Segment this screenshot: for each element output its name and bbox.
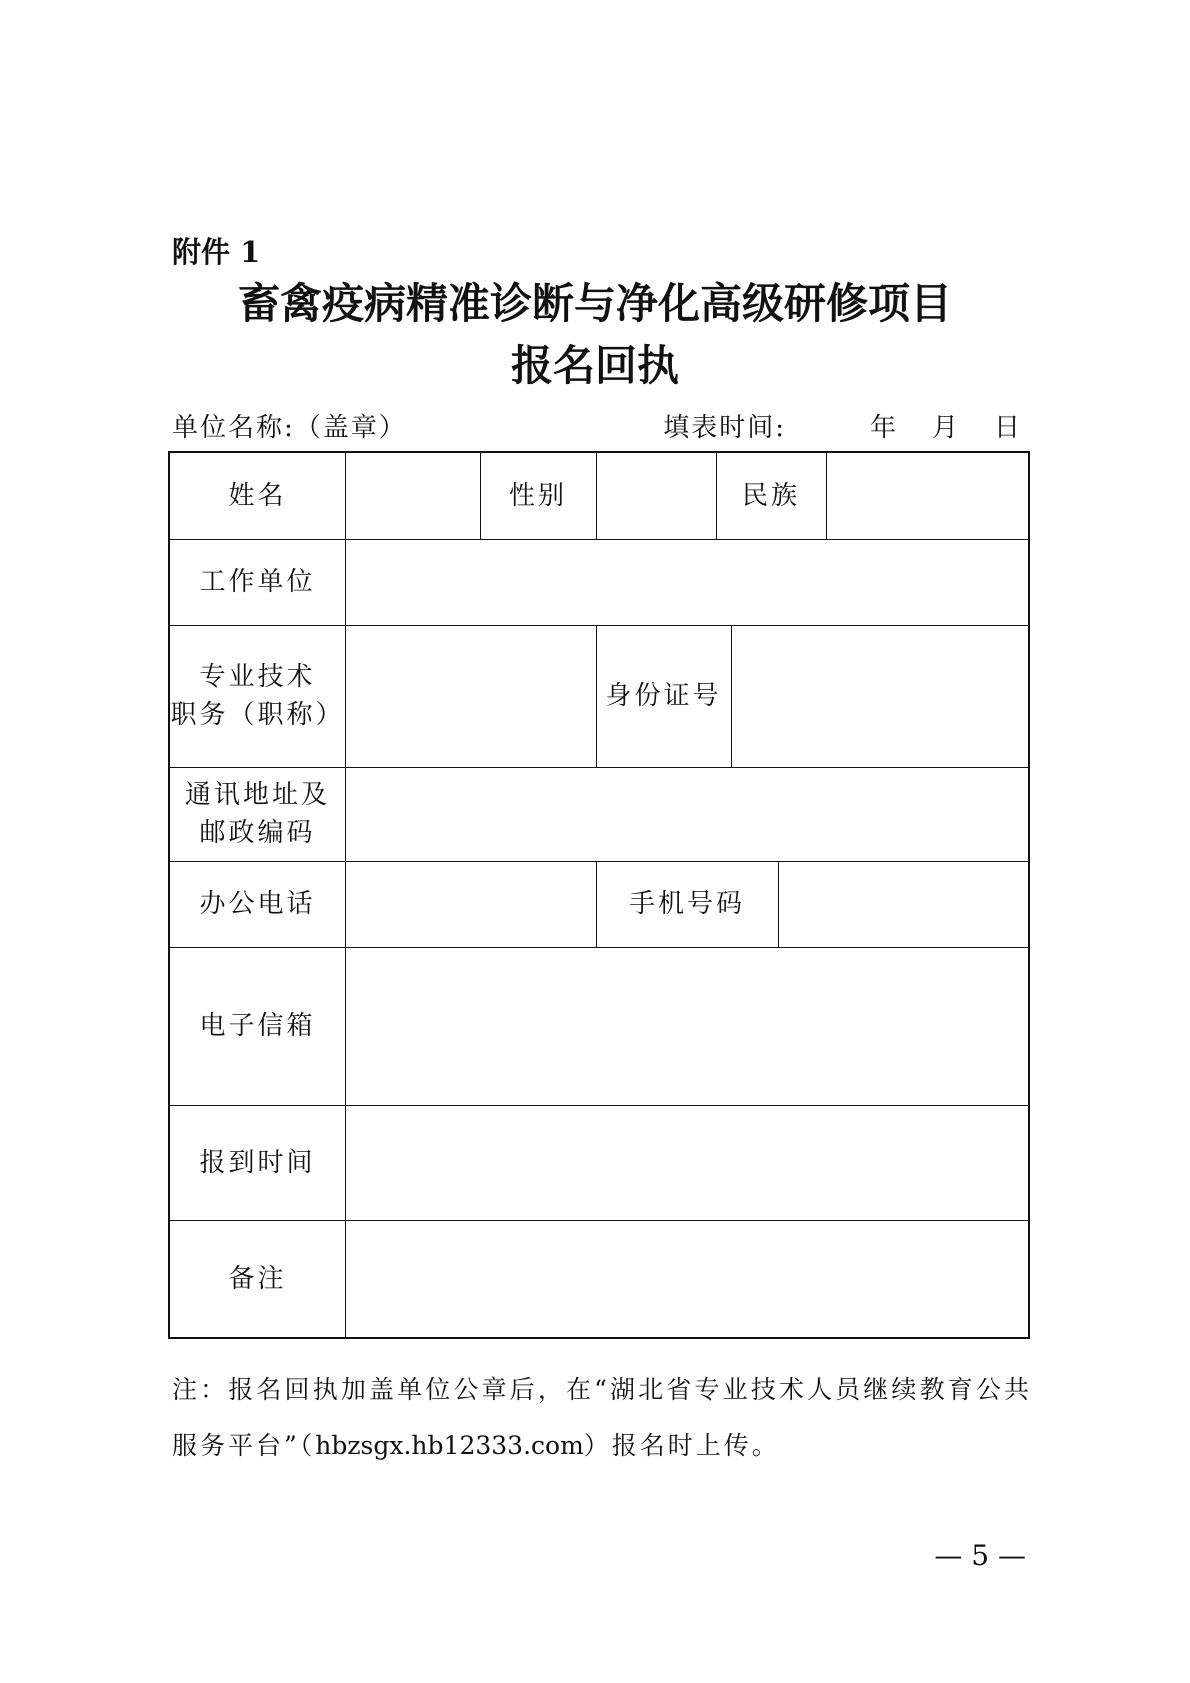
footnote xyxy=(172,1362,1032,1474)
fill-time-label: 填表时间: xyxy=(663,413,786,443)
platform-url: hbzsgx.hb12333.com xyxy=(315,1431,584,1460)
mobile-label: 手机号码 xyxy=(628,889,745,919)
address-line1: 通讯地址及 xyxy=(184,780,330,810)
name-label: 姓名 xyxy=(228,481,287,511)
column-divider xyxy=(826,453,827,539)
ethnicity-label: 民族 xyxy=(741,481,800,511)
attachment-label: 附件 1 xyxy=(172,235,261,269)
column-divider xyxy=(345,453,346,1337)
professional-title-label xyxy=(170,625,345,767)
column-divider xyxy=(778,861,779,947)
address-line2: 邮政编码 xyxy=(199,818,316,848)
email-label: 电子信箱 xyxy=(199,1011,316,1041)
report-time-label: 报到时间 xyxy=(199,1147,316,1178)
month-label: 月 xyxy=(931,413,960,443)
column-divider xyxy=(596,453,597,539)
id-number-label: 身份证号 xyxy=(605,681,722,711)
page-number: — 5 — xyxy=(934,1539,1026,1572)
footnote-text-1: 注：报名回执加盖单位公章后，在“湖北省专业技术人员继续教育公共服务平台”（ xyxy=(172,1375,1032,1460)
fill-time xyxy=(663,408,1022,448)
footnote-text-2: ）报名时上传。 xyxy=(583,1431,780,1460)
year-label: 年 xyxy=(869,413,898,443)
document-title: 畜禽疫病精准诊断与净化高级研修项目 xyxy=(237,279,952,328)
day-label: 日 xyxy=(993,413,1022,443)
professional-title-line2: 职务（职称） xyxy=(170,700,345,730)
registration-form-table xyxy=(168,451,1030,1339)
remarks-label: 备注 xyxy=(228,1263,287,1294)
address-label xyxy=(170,767,345,861)
work-unit-label: 工作单位 xyxy=(199,567,316,597)
unit-name-label: 单位名称:（盖章） xyxy=(172,413,407,443)
professional-title-line1: 专业技术 xyxy=(199,662,316,692)
gender-label: 性别 xyxy=(508,481,567,511)
document-subtitle: 报名回执 xyxy=(510,341,679,390)
column-divider xyxy=(731,625,732,767)
office-phone-label: 办公电话 xyxy=(199,889,316,919)
